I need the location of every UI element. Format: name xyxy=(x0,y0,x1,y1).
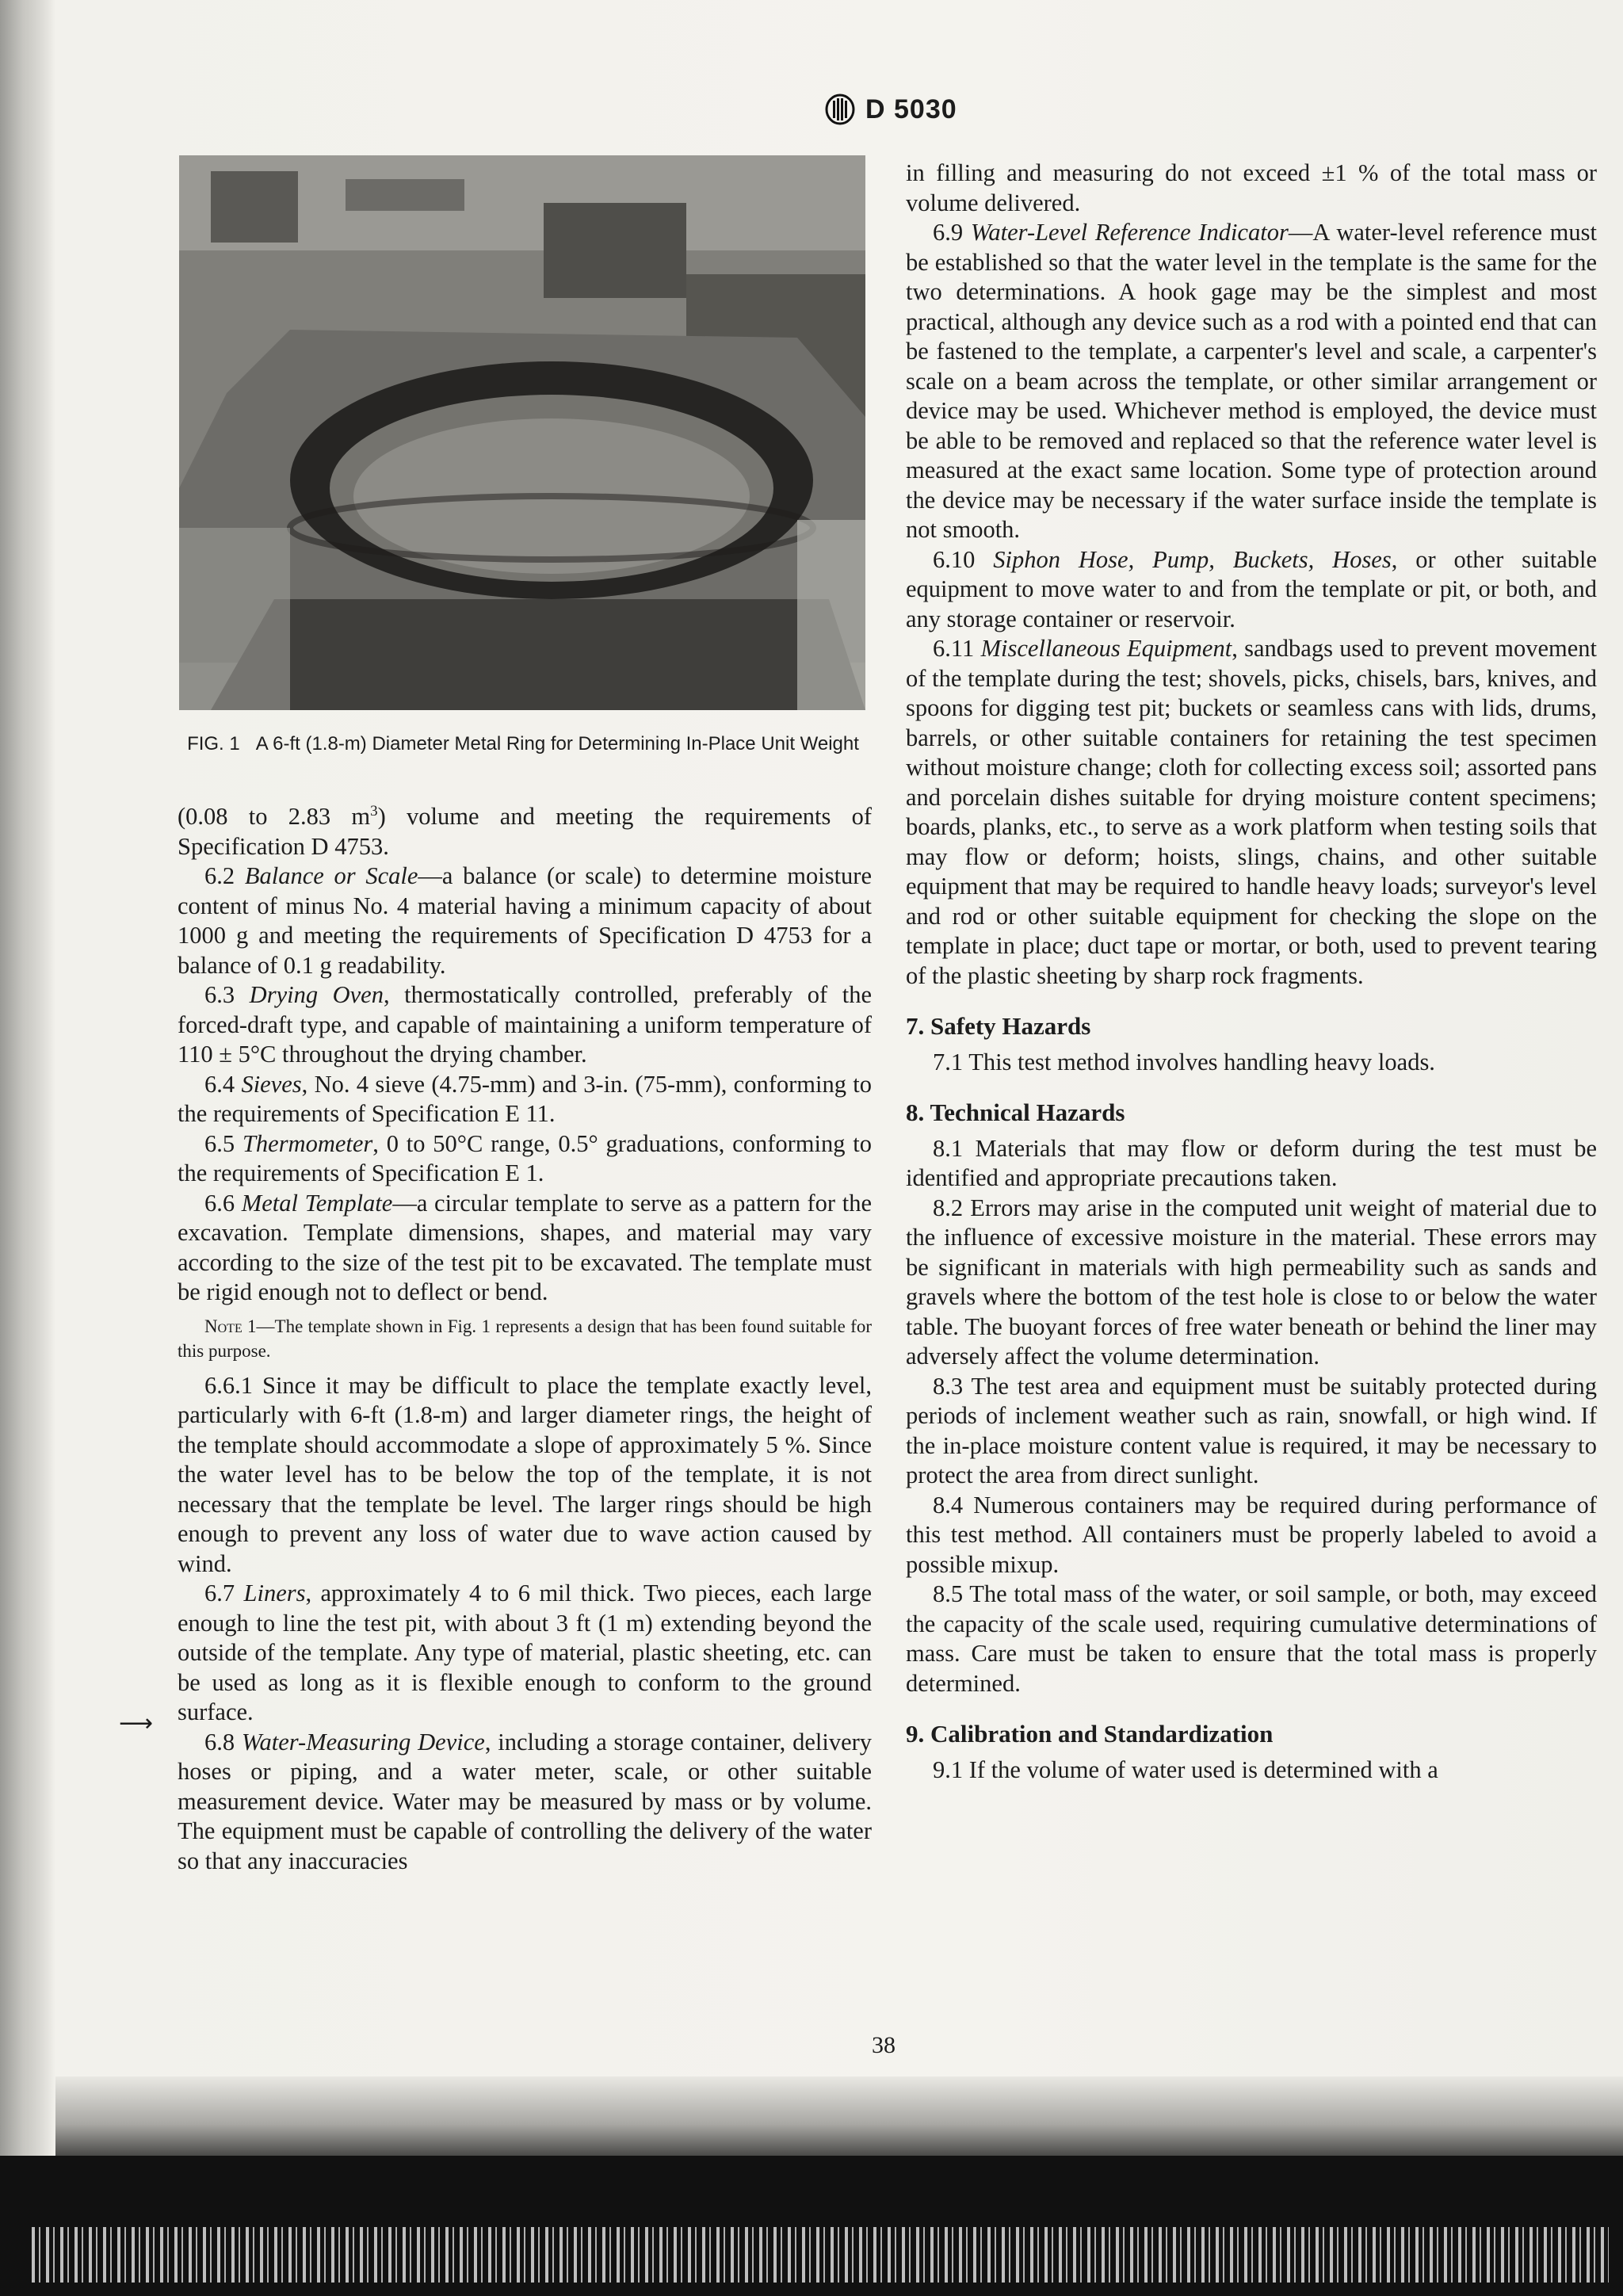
paragraph-6-4: 6.4 Sieves, No. 4 sieve (4.75-mm) and 3-in. (75-mm), conforming to the requirements of Specification E 11. xyxy=(178,1070,872,1127)
section-8-heading: 8. Technical Hazards xyxy=(906,1098,1125,1126)
right-column xyxy=(906,159,1597,1785)
paragraph-8-4: 8.4 Numerous containers may be required during performance of this test method. All containers must be properly labeled to avoid a possible mixup. xyxy=(906,1491,1597,1578)
astm-logo-icon xyxy=(824,94,856,125)
paragraph-6-7: 6.7 Liners, approximately 4 to 6 mil thick. Two pieces, each large enough to line the test pit, with about 3 ft (1 m) extending beyond the outside of the template. Any type of material, plastic sheeting, etc. can be used as long as it is flexible enough to conform to the ground surface. xyxy=(178,1580,872,1725)
paragraph-8-2: 8.2 Errors may arise in the computed unit weight of material due to the influence of excessive moisture in the material. These errors may be significant in materials with high permeability such as sands and gravels where the bottom of the test hole is close to or below the water table. The buoyant forces of free water beneath or behind the liner may adversely affect the volume determination. xyxy=(906,1194,1597,1370)
document-code: D 5030 xyxy=(865,94,957,124)
scan-shadow xyxy=(55,2076,1623,2156)
paragraph-7-1: 7.1 This test method involves handling heavy loads. xyxy=(933,1048,1435,1075)
paragraph-9-1: 9.1 If the volume of water used is determined with a xyxy=(933,1755,1438,1783)
book-spine-shadow xyxy=(0,0,55,2296)
figure-label: FIG. 1 xyxy=(187,733,240,755)
paragraph-8-5: 8.5 The total mass of the water, or soil sample, or both, may exceed the capacity of the scale used, requiring cumulative determinations of mass. Care must be taken to ensure that the total mass is properly determined. xyxy=(906,1580,1597,1697)
left-column xyxy=(178,802,872,1876)
paragraph-8-1: 8.1 Materials that may flow or deform during the test must be identified and appropriate precautions taken. xyxy=(906,1134,1597,1191)
paragraph-8-3: 8.3 The test area and equipment must be suitably protected during periods of inclement weather such as rain, snowfall, or high wind. If the in-place moisture content value is required, it may be necessary to protect the area from direct sunlight. xyxy=(906,1372,1597,1488)
paragraph-6-6: 6.6 Metal Template—a circular template to serve as a pattern for the excavation. Template dimensions, shapes, and material may vary according to the size of the test pit to be excavated. The template must be rigid enough not to deflect or bend. xyxy=(178,1189,873,1305)
paragraph-6-6-1: 6.6.1 Since it may be difficult to place the template exactly level, particularly with 6-ft (1.8-m) and larger diameter rings, the height of the template should accommodate a slope of approximately 5 %. Since the water level has to be below the top of the template, it is not necessary that the template be level. The larger rings should be high enough to prevent any loss of water due to wave action caused by wind. xyxy=(178,1371,872,1577)
section-7-heading: 7. Safety Hazards xyxy=(906,1012,1091,1040)
paragraph-6-9: 6.9 Water-Level Reference Indicator—A water-level reference must be established so that the water level in the template is the same for the two determinations. A hook gage may be the simplest and most practical, although any device such as a rod with a pointed end that can be fastened to the template, a carpenter's level and scale, a carpenter's scale on a beam across the template, or other similar arrangement or device may be used. Whichever method is employed, the device must be able to be removed and replaced so that the reference water level is measured at the exact same location. Some type of protection around the device may be necessary if the water surface inside the template is not smooth. xyxy=(906,219,1597,543)
scan-edge-pattern xyxy=(32,2227,1609,2283)
figure-title: A 6-ft (1.8-m) Diameter Metal Ring for Determining In-Place Unit Weight xyxy=(255,733,859,755)
figure-caption xyxy=(182,731,864,758)
figure-photo xyxy=(179,155,865,710)
page-header xyxy=(824,94,957,125)
paragraph-6-2: 6.2 Balance or Scale—a balance (or scale) to determine moisture content of minus No. 4 material having a minimum capacity of about 1000 g and meeting the requirements of Specification D 4753 for a balance of 0.1 g readability. xyxy=(178,862,872,979)
handwritten-arrow-icon: ⟶ xyxy=(119,1710,154,1737)
paragraph-6-1-cont: (0.08 to 2.83 $m^3$) volume and meeting the requirements of Specification D 4753. xyxy=(178,802,873,860)
paragraph-6-3: 6.3 Drying Oven, thermostatically controlled, preferably of the forced-draft type, and capable of maintaining a uniform temperature of 110 ± 5°C throughout the drying chamber. xyxy=(178,981,873,1068)
paragraph-6-11: 6.11 Miscellaneous Equipment, sandbags used to prevent movement of the template during the test; shovels, picks, chisels, bars, knives, and spoons for digging test pit; buckets or seamless cans with lids, drums, barrels, or other suitable containers for retaining the test specimen without moisture change; cloth for collecting excess soil; assorted pans and porcelain dishes suitable for drying moisture content specimens; boards, planks, etc., to serve as a work platform when testing soils that may flow or deform; hoists, slings, chains, and other suitable equipment that may be required to handle heavy loads; surveyor's level and rod or other suitable equipment for checking the slope on the template in place; duct tape or mortar, or both, used to prevent tearing of the plastic sheeting by sharp rock fragments. xyxy=(906,635,1598,989)
note-1: Note 1—The template shown in Fig. 1 represents a design that has been found suitable for this purpose. xyxy=(178,1316,872,1361)
paragraph-6-10: 6.10 Siphon Hose, Pump, Buckets, Hoses, or other suitable equipment to move water to and from the template or pit, or both, and any storage container or reservoir. xyxy=(906,545,1597,632)
paragraph-6-8: 6.8 Water-Measuring Device, including a storage container, delivery hoses or piping, and a water meter, scale, or other suitable measurement device. Water may be measured by mass or by volume. The equipment must be capable of controlling the delivery of the water so that any inaccuracies xyxy=(178,1728,873,1874)
paragraph-6-5: 6.5 Thermometer, 0 to 50°C range, 0.5° graduations, conforming to the requirements of Specification E 1. xyxy=(178,1129,873,1186)
section-9-heading: 9. Calibration and Standardization xyxy=(906,1720,1274,1748)
paragraph-6-8-cont: in filling and measuring do not exceed ±1 % of the total mass or volume delivered. xyxy=(906,159,1597,216)
page-number: 38 xyxy=(872,2032,896,2058)
metal-ring-photo xyxy=(179,155,865,710)
